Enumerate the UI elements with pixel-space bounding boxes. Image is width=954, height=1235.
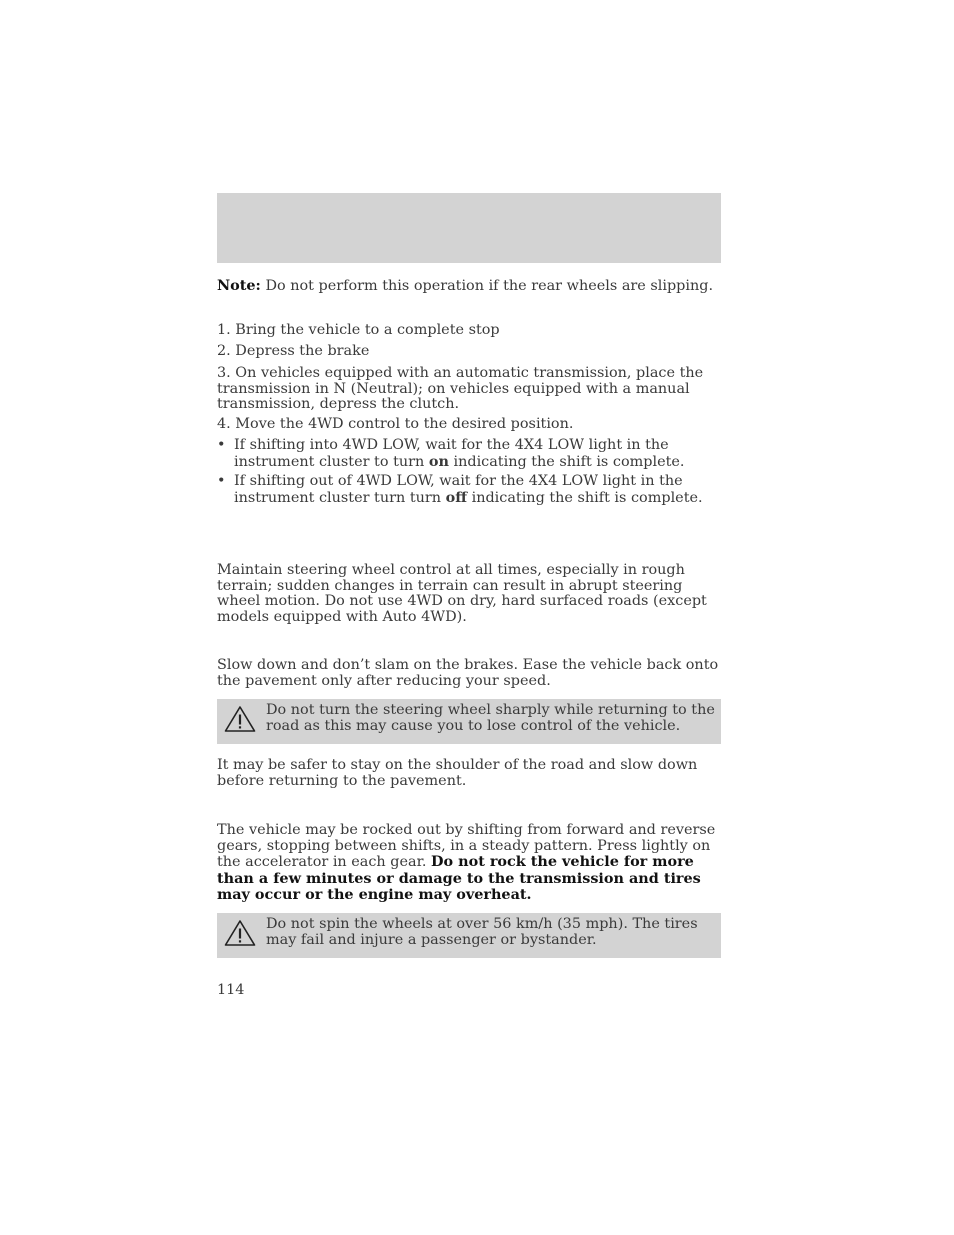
shoulder-paragraph: It may be safer to stay on the shoulder of the road and slow down before returning to the pavement. (217, 757, 698, 789)
warning-box-spin (217, 913, 721, 958)
page-number: 114 (217, 982, 245, 998)
step-4: 4. Move the 4WD control to the desired position. (217, 416, 574, 432)
warning-box-steering (217, 699, 721, 744)
slow-down-paragraph: Slow down and don’t slam on the brakes. Ease the vehicle back onto the pavement only after reducing your speed. (217, 657, 719, 689)
note-label: Note: (217, 277, 261, 294)
warning-triangle-icon (224, 919, 256, 947)
note-text: Do not perform this operation if the rear wheels are slipping. (260, 278, 714, 294)
warning-text-steering: Do not turn the steering wheel sharply while returning to the road as this may cause you to lose control of the vehicle. (266, 702, 715, 734)
bullet-dot: • (217, 437, 226, 453)
rocking-warning-bold: Do not rock the vehicle for more than a few minutes or damage to the transmission and tires may occur or the engine may overheat. (217, 853, 701, 903)
step-3: 3. On vehicles equipped with an automatic transmission, place the transmission in N (Neutral); on vehicles equipped with a manual transmission, depress the clutch. (217, 365, 704, 412)
rocking-paragraph: The vehicle may be rocked out by shifting from forward and reverse gears, stopping between shifts, in a steady pattern. Press lightly on the accelerator in each gear. Do not rock the vehicle for more than a few minutes or damage to the transmission and tires may occur or the engine may overheat. (217, 822, 716, 903)
warning-text-spin: Do not spin the wheels at over 56 km/h (35 mph). The tires may fail and injure a passenger or bystander. (266, 916, 698, 948)
bullet-dot: • (217, 473, 226, 489)
steering-paragraph: Maintain steering wheel control at all times, especially in rough terrain; sudden changes in terrain can result in abrupt steering wheel motion. Do not use 4WD on dry, hard surfaced roads (except models equipped with Auto 4WD). (217, 562, 707, 625)
section-header-band (217, 193, 721, 263)
step-2: 2. Depress the brake (217, 343, 370, 359)
warning-triangle-icon (224, 705, 256, 733)
step-1: 1. Bring the vehicle to a complete stop (217, 322, 500, 338)
note-paragraph (217, 278, 723, 295)
